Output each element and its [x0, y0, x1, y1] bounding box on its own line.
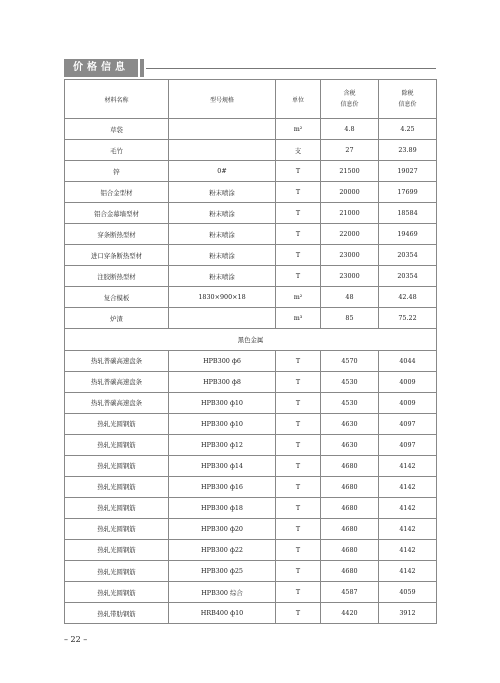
cell-spec — [169, 119, 276, 140]
cell-unit: T — [276, 518, 321, 539]
cell-name: 毛竹 — [65, 140, 169, 161]
cell-price-excl: 4.25 — [379, 119, 437, 140]
cell-price-excl: 3912 — [379, 603, 437, 624]
cell-price-excl: 4059 — [379, 582, 437, 603]
cell-spec: HPB300 ф25 — [169, 560, 276, 581]
cell-price-excl: 4097 — [379, 413, 437, 434]
section-header — [64, 59, 436, 77]
cell-spec — [169, 308, 276, 329]
col-header-tax-excl — [379, 80, 437, 119]
cell-price-excl: 75.22 — [379, 308, 437, 329]
table-row — [65, 455, 437, 476]
cell-spec: HPB300 ф10 — [169, 413, 276, 434]
cell-spec: HPB300 综合 — [169, 582, 276, 603]
cell-price-incl: 21500 — [321, 161, 379, 182]
cell-price-incl: 4680 — [321, 539, 379, 560]
cell-name: 草袋 — [65, 119, 169, 140]
cell-unit: T — [276, 203, 321, 224]
table-row — [65, 245, 437, 266]
table-row — [65, 224, 437, 245]
table-row — [65, 434, 437, 455]
cell-name: 铝合金幕墙型材 — [65, 203, 169, 224]
col-header-tax-excl-line1: 除税 — [401, 90, 414, 97]
table-header-row — [65, 80, 437, 119]
cell-price-incl: 4630 — [321, 434, 379, 455]
cell-price-incl: 4.8 — [321, 119, 379, 140]
cell-spec: 粉末喷涂 — [169, 203, 276, 224]
cell-price-excl: 19469 — [379, 224, 437, 245]
cell-spec: HPB300 ф14 — [169, 455, 276, 476]
cell-unit: T — [276, 582, 321, 603]
cell-price-incl: 4680 — [321, 455, 379, 476]
cell-spec: 粉末喷涂 — [169, 182, 276, 203]
cell-price-incl: 4530 — [321, 371, 379, 392]
table-row — [65, 140, 437, 161]
table-row — [65, 539, 437, 560]
cell-price-excl: 17699 — [379, 182, 437, 203]
cell-spec: HPB300 ф12 — [169, 434, 276, 455]
table-section — [65, 329, 437, 350]
cell-name: 锌 — [65, 161, 169, 182]
cell-price-excl: 4142 — [379, 560, 437, 581]
cell-unit: T — [276, 371, 321, 392]
cell-price-incl: 4420 — [321, 603, 379, 624]
cell-spec: 0# — [169, 161, 276, 182]
table-row — [65, 518, 437, 539]
table-row — [65, 582, 437, 603]
cell-name: 热轧光圆钢筋 — [65, 455, 169, 476]
cell-price-excl: 20354 — [379, 266, 437, 287]
cell-name: 穿条断热型材 — [65, 224, 169, 245]
table-row — [65, 497, 437, 518]
cell-price-incl: 23000 — [321, 266, 379, 287]
table-row — [65, 161, 437, 182]
page-number: – 22 – — [64, 635, 88, 644]
cell-spec: 粉末喷涂 — [169, 224, 276, 245]
cell-spec: HPB300 ф8 — [169, 371, 276, 392]
cell-price-excl: 4097 — [379, 434, 437, 455]
cell-unit: m² — [276, 287, 321, 308]
cell-unit: m² — [276, 119, 321, 140]
cell-unit: T — [276, 476, 321, 497]
cell-spec: HPB300 ф18 — [169, 497, 276, 518]
cell-price-excl: 4142 — [379, 476, 437, 497]
cell-unit: T — [276, 434, 321, 455]
cell-price-incl: 22000 — [321, 224, 379, 245]
cell-unit: T — [276, 560, 321, 581]
col-header-tax-incl-line2: 信息价 — [340, 101, 359, 108]
cell-price-incl: 4680 — [321, 476, 379, 497]
section-row — [65, 329, 437, 350]
cell-price-excl: 4142 — [379, 497, 437, 518]
col-header-tax-incl — [321, 80, 379, 119]
table-row — [65, 182, 437, 203]
cell-name: 热轧光圆钢筋 — [65, 560, 169, 581]
cell-name: 铝合金型材 — [65, 182, 169, 203]
cell-spec: HPB300 ф6 — [169, 350, 276, 371]
col-header-tax-incl-line1: 含税 — [343, 90, 356, 97]
cell-price-incl: 21000 — [321, 203, 379, 224]
table-row — [65, 392, 437, 413]
cell-unit: T — [276, 182, 321, 203]
cell-name: 热轧光圆钢筋 — [65, 582, 169, 603]
cell-price-incl: 48 — [321, 287, 379, 308]
cell-unit: T — [276, 455, 321, 476]
cell-price-excl: 20354 — [379, 245, 437, 266]
cell-unit: T — [276, 539, 321, 560]
table-row — [65, 308, 437, 329]
col-header-spec: 型号规格 — [169, 80, 276, 119]
cell-unit: T — [276, 245, 321, 266]
table-row — [65, 119, 437, 140]
cell-price-incl: 27 — [321, 140, 379, 161]
cell-price-excl: 4142 — [379, 455, 437, 476]
cell-spec: HPB300 ф20 — [169, 518, 276, 539]
cell-price-incl: 4680 — [321, 560, 379, 581]
cell-name: 热轧普碳高速盘条 — [65, 350, 169, 371]
col-header-name: 材料名称 — [65, 80, 169, 119]
cell-price-incl: 4680 — [321, 497, 379, 518]
cell-price-excl: 4009 — [379, 392, 437, 413]
section-title-cell: 黑色金属 — [65, 329, 437, 350]
cell-unit: T — [276, 350, 321, 371]
cell-name: 热轧光圆钢筋 — [65, 497, 169, 518]
cell-spec: 1830×900×18 — [169, 287, 276, 308]
table-row — [65, 371, 437, 392]
cell-unit: T — [276, 266, 321, 287]
cell-unit: T — [276, 161, 321, 182]
cell-price-excl: 18584 — [379, 203, 437, 224]
table-row — [65, 603, 437, 624]
cell-name: 热轧普碳高速盘条 — [65, 392, 169, 413]
cell-price-incl: 23000 — [321, 245, 379, 266]
cell-spec: HPB300 ф22 — [169, 539, 276, 560]
cell-price-excl: 4009 — [379, 371, 437, 392]
cell-unit: 支 — [276, 140, 321, 161]
cell-price-excl: 42.48 — [379, 287, 437, 308]
cell-unit: T — [276, 413, 321, 434]
cell-price-excl: 4142 — [379, 539, 437, 560]
table-row — [65, 413, 437, 434]
cell-spec: HPB300 ф10 — [169, 392, 276, 413]
table-body-a — [65, 119, 437, 329]
table-row — [65, 287, 437, 308]
cell-spec: 粉末喷涂 — [169, 245, 276, 266]
cell-price-excl: 4142 — [379, 518, 437, 539]
section-title: 价格信息 — [64, 59, 138, 77]
cell-price-incl: 4630 — [321, 413, 379, 434]
cell-spec: 粉末喷涂 — [169, 266, 276, 287]
table-row — [65, 560, 437, 581]
cell-unit: T — [276, 497, 321, 518]
table-row — [65, 476, 437, 497]
cell-price-incl: 4680 — [321, 518, 379, 539]
cell-name: 炉渣 — [65, 308, 169, 329]
cell-price-incl: 4530 — [321, 392, 379, 413]
cell-unit: m³ — [276, 308, 321, 329]
cell-name: 热轧普碳高速盘条 — [65, 371, 169, 392]
cell-price-incl: 20000 — [321, 182, 379, 203]
cell-spec: HRB400 ф10 — [169, 603, 276, 624]
cell-name: 热轧光圆钢筋 — [65, 518, 169, 539]
cell-name: 热轧光圆钢筋 — [65, 476, 169, 497]
table-row — [65, 266, 437, 287]
col-header-unit: 单位 — [276, 80, 321, 119]
price-table — [64, 79, 437, 624]
cell-unit: T — [276, 392, 321, 413]
header-accent-bar — [140, 59, 144, 77]
table-body-b — [65, 350, 437, 624]
cell-price-incl: 4587 — [321, 582, 379, 603]
cell-price-excl: 23.89 — [379, 140, 437, 161]
cell-price-incl: 85 — [321, 308, 379, 329]
cell-name: 热轧带肋钢筋 — [65, 603, 169, 624]
cell-name: 热轧光圆钢筋 — [65, 413, 169, 434]
cell-price-incl: 4570 — [321, 350, 379, 371]
cell-name: 热轧光圆钢筋 — [65, 434, 169, 455]
cell-name: 进口穿条断热型材 — [65, 245, 169, 266]
cell-spec — [169, 140, 276, 161]
cell-price-excl: 4044 — [379, 350, 437, 371]
col-header-tax-excl-line2: 信息价 — [398, 101, 417, 108]
cell-unit: T — [276, 603, 321, 624]
cell-unit: T — [276, 224, 321, 245]
cell-name: 注胶断热型材 — [65, 266, 169, 287]
cell-spec: HPB300 ф16 — [169, 476, 276, 497]
table-row — [65, 203, 437, 224]
header-rule — [146, 68, 436, 69]
table-row — [65, 350, 437, 371]
cell-name: 热轧光圆钢筋 — [65, 539, 169, 560]
cell-name: 复合模板 — [65, 287, 169, 308]
cell-price-excl: 19027 — [379, 161, 437, 182]
